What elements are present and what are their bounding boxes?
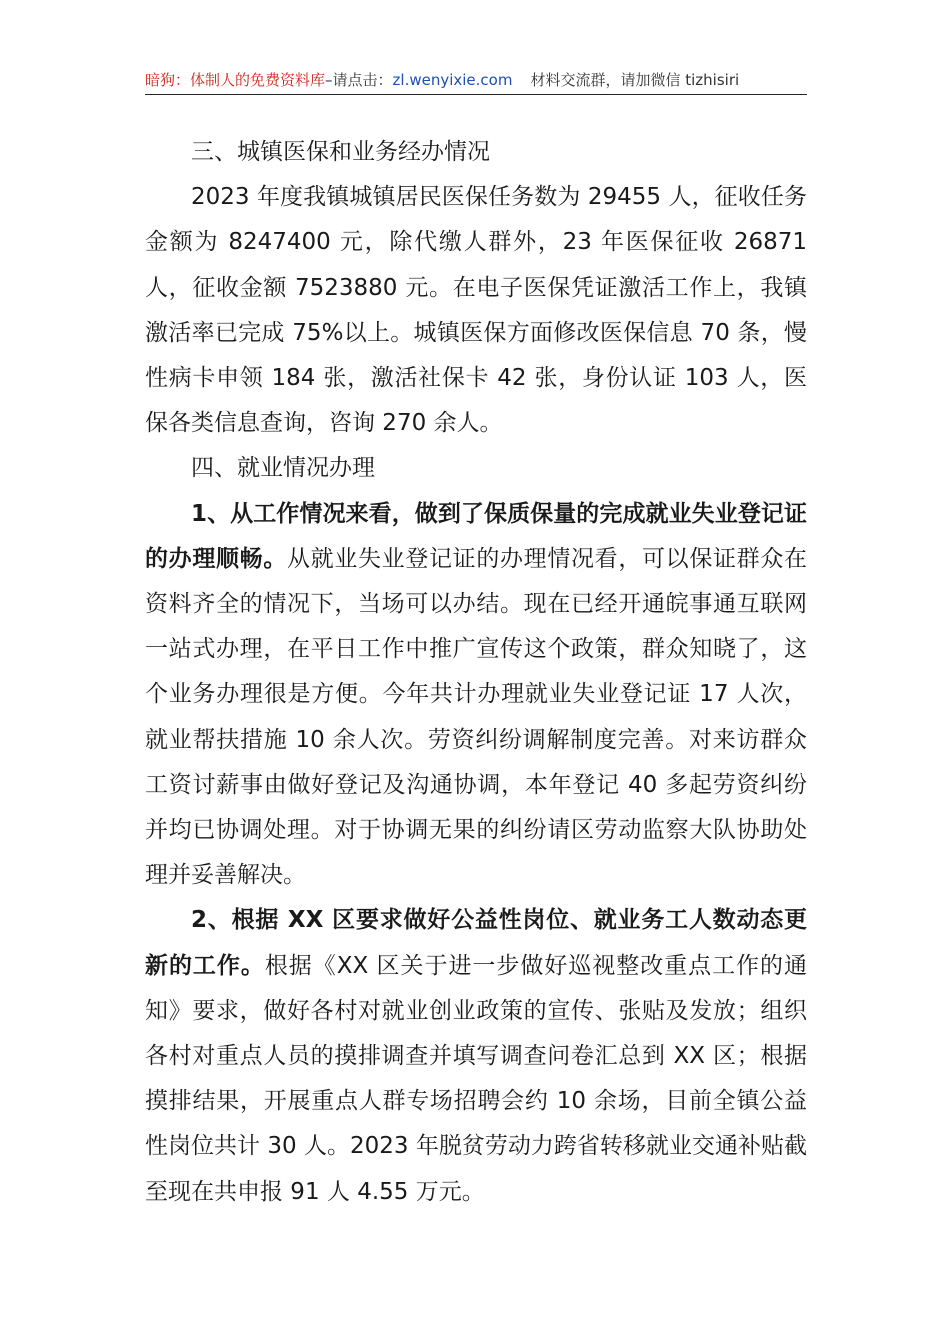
section3-paragraph: 2023 年度我镇城镇居民医保任务数为 29455 人，征收任务金额为 8247400 元，除代缴人群外，23 年医保征收 26871 人，征收金额 7523880 元。在电子医保凭证激活工作上，我镇激活率已完成 75%以上。城镇医保方面修改医保信息 70 条，慢性病卡申领 184 张，激活社保卡 42 张，身份认证 103 人，医保各类信息查询，咨询 270 余人。 xyxy=(145,184,807,437)
header-click-prefix: –请点击： xyxy=(325,71,393,89)
item2-paragraph xyxy=(145,898,807,1214)
document-body xyxy=(145,130,807,1215)
item2-body: 根据《XX 区关于进一步做好巡视整改重点工作的通知》要求，做好各村对就业创业政策的宣传、张贴及发放；组织各村对重点人员的摸排调查并填写调查问卷汇总到 XX 区；根据摸排结果，开展重点人群专场招聘会约 10 余场，目前全镇公益性岗位共计 30 人。2023 年脱贫劳动力跨省转移就业交通补贴截至现在共申报 91 人 4.55 万元。 xyxy=(145,952,807,1205)
header-contact: 材料交流群，请加微信 tizhisiri xyxy=(530,71,740,89)
item2-lead: 2、根据 XX 区要求做好公益性岗位、就业务工人数动态更新的工作。 xyxy=(145,907,807,979)
item1-paragraph xyxy=(145,492,807,899)
item1-body: 从就业失业登记证的办理情况看，可以保证群众在资料齐全的情况下，当场可以办结。现在已经开通皖事通互联网一站式办理，在平日工作中推广宣传这个政策，群众知晓了，这个业务办理很是方便。今年共计办理就业失业登记证 17 人次，就业帮扶措施 10 余人次。劳资纠纷调解制度完善。对来访群众工资讨薪事由做好登记及沟通协调，本年登记 40 多起劳资纠纷并均已协调处理。对于协调无果的纠纷请区劳动监察大队协助处理并妥善解决。 xyxy=(145,545,808,889)
page-header xyxy=(145,68,807,95)
item1-lead: 1、从工作情况来看，做到了保质保量的完成就业失业登记证的办理顺畅。 xyxy=(145,500,807,572)
header-url-link[interactable]: zl.wenyixie.com xyxy=(392,71,513,89)
section3-title: 三、城镇医保和业务经办情况 xyxy=(191,139,490,165)
header-brand: 暗狗：体制人的免费资料库 xyxy=(145,71,326,89)
section4-title: 四、就业情况办理 xyxy=(191,455,375,482)
